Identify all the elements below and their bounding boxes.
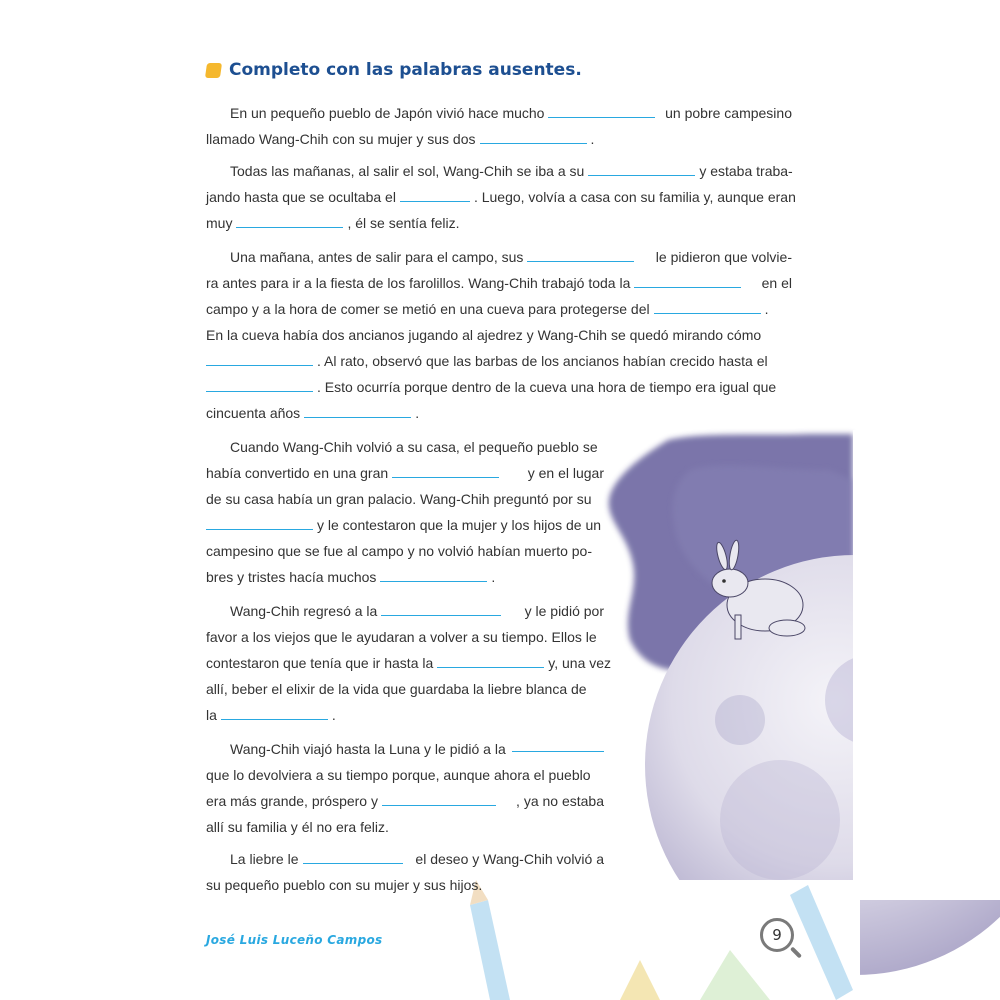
author-name: José Luis Luceño Campos [206,933,383,947]
blank-12[interactable] [392,462,499,478]
text: Cuando Wang-Chih volvió a su casa, el pequeño pueblo se [230,439,598,455]
text: Una mañana, antes de salir para el campo, sus [230,249,524,265]
text: en el [761,275,792,291]
blank-2[interactable] [480,128,587,144]
page-title: Completo con las palabras ausentes. [229,60,582,80]
text: llamado Wang-Chih con su mujer y sus dos [206,131,476,147]
text: . [590,131,595,147]
text: ra antes para ir a la fiesta de los farolillos. Wang-Chih trabajó toda la [206,275,631,291]
text: que lo devolviera a su tiempo porque, aunque ahora el pueblo [206,767,591,783]
blank-7[interactable] [634,272,741,288]
blank-17[interactable] [221,704,328,720]
blank-1[interactable] [548,102,655,118]
text: Wang-Chih regresó a la [230,603,378,619]
text: su pequeño pueblo con su mujer y sus hijos. [206,877,483,893]
text: favor a los viejos que le ayudaran a volver a su tiempo. Ellos le [206,629,597,645]
text: bres y tristes hacía muchos [206,569,377,585]
text: . [415,405,420,421]
text: campo y a la hora de comer se metió en una cueva para protegerse del [206,301,650,317]
blank-11[interactable] [304,402,411,418]
page-number: 9 [772,926,782,944]
blank-16[interactable] [437,652,544,668]
text: un pobre campesino [665,105,792,121]
blank-3[interactable] [588,160,695,176]
text: y le contestaron que la mujer y los hijos de un [317,517,602,533]
text: , ya no estaba [516,793,604,809]
paragraph-4 [206,434,604,590]
blank-4[interactable] [400,186,470,202]
text: allí su familia y él no era feliz. [206,819,389,835]
text: había convertido en una gran [206,465,389,481]
blank-14[interactable] [380,566,487,582]
text: jando hasta que se ocultaba el [206,189,396,205]
text: . [764,301,769,317]
page-number-magnifier-icon [760,918,794,952]
blank-9[interactable] [206,350,313,366]
exercise-heading [206,60,582,80]
text: La liebre le [230,851,299,867]
text: . [331,707,336,723]
blank-6[interactable] [527,246,634,262]
text: y estaba traba- [699,163,793,179]
blank-15[interactable] [381,600,501,616]
blank-8[interactable] [654,298,761,314]
paragraph-3 [206,244,792,426]
paragraph-6 [206,736,604,840]
text: la [206,707,217,723]
text: . Al rato, observó que las barbas de los ancianos habían crecido hasta el [317,353,768,369]
text: Todas las mañanas, al salir el sol, Wang-Chih se iba a su [230,163,585,179]
blank-18[interactable] [512,736,604,752]
blank-5[interactable] [236,212,343,228]
text: campesino que se fue al campo y no volvió habían muerto po- [206,543,593,559]
text: era más grande, próspero y [206,793,378,809]
text: y, una vez [548,655,612,671]
text: y le pidió por [524,603,604,619]
text: cincuenta años [206,405,301,421]
paragraph-2 [206,158,796,236]
paragraph-1 [206,100,792,152]
text: y en el lugar [527,465,604,481]
text: En la cueva había dos ancianos jugando al ajedrez y Wang-Chih se quedó mirando cómo [206,327,762,343]
text: , él se sentía feliz. [347,215,460,231]
paragraph-5 [206,598,612,728]
text: muy [206,215,233,231]
text: le pidieron que volvie- [655,249,792,265]
text: el deseo y Wang-Chih volvió a [415,851,604,867]
text: . [491,569,496,585]
blank-19[interactable] [382,790,496,806]
text: Wang-Chih viajó hasta la Luna y le pidió a la [230,741,506,757]
text: En un pequeño pueblo de Japón vivió hace mucho [230,105,545,121]
text: allí, beber el elixir de la vida que guardaba la liebre blanca de [206,681,587,697]
text: contestaron que tenía que ir hasta la [206,655,434,671]
blank-10[interactable] [206,376,313,392]
text: . Esto ocurría porque dentro de la cueva una hora de tiempo era igual que [317,379,777,395]
text: . Luego, volvía a casa con su familia y, aunque eran [473,189,796,205]
yellow-square-marker-icon [205,63,222,78]
paragraph-7 [206,846,604,898]
text: de su casa había un gran palacio. Wang-Chih preguntó por su [206,491,592,507]
blank-13[interactable] [206,514,313,530]
blank-20[interactable] [303,848,403,864]
